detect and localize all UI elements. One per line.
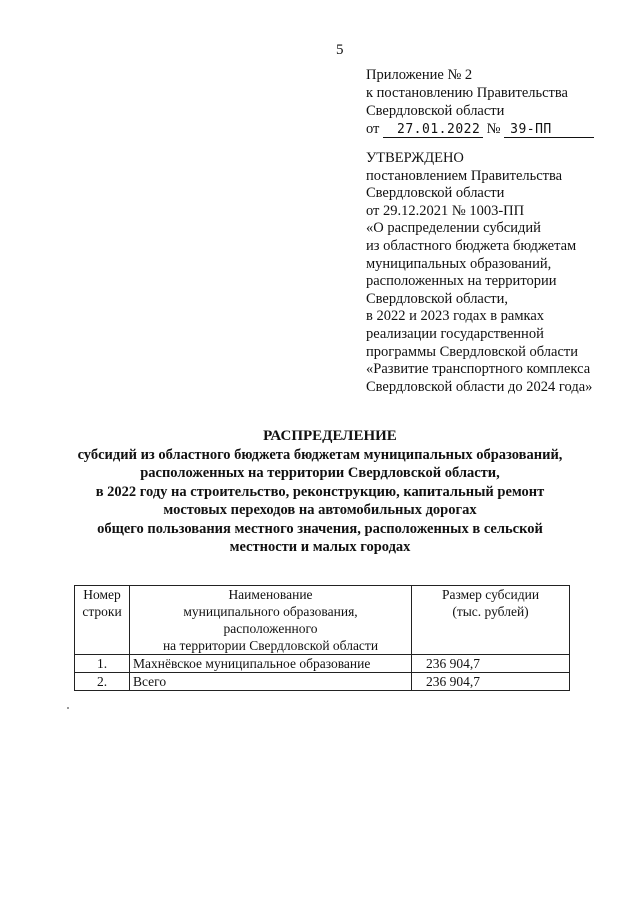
title-line: расположенных на территории Свердловской области,	[140, 465, 500, 481]
date-prefix: от	[366, 121, 380, 137]
title-heading: РАСПРЕДЕЛЕНИЕ	[263, 428, 397, 444]
page-number: 5	[336, 42, 344, 58]
number-prefix: №	[486, 121, 501, 137]
approved-line: «Развитие транспортного комплекса	[366, 361, 591, 378]
appendix-title: Приложение № 2	[366, 67, 473, 83]
title-line: общего пользования местного значения, расположенных в сельской	[97, 520, 543, 537]
appendix-date-line	[366, 120, 594, 138]
header-municipality: Наименование муниципального образования, расположенного на территории Свердловской области	[130, 586, 412, 655]
table-header-row	[75, 586, 570, 655]
resolution-date: 27.01.2022	[383, 122, 483, 138]
header-row-number: Номер строки	[75, 586, 130, 655]
municipality-name: Махнёвское муниципальное образование	[130, 655, 412, 673]
title-line: в 2022 году на строительство, реконструкцию, капитальный ремонт	[95, 483, 545, 500]
subsidy-amount: 236 904,7	[412, 673, 570, 691]
title-line: мостовых переходов на автомобильных дорогах	[163, 502, 477, 518]
approved-block	[366, 150, 592, 396]
municipality-name: Всего	[130, 673, 412, 691]
approved-line: Свердловской области	[366, 185, 505, 202]
approved-line: в 2022 и 2023 годах в рамках	[366, 308, 545, 325]
title-line: субсидий из областного бюджета бюджетам муниципальных образований,	[77, 446, 563, 463]
approved-line: муниципальных образований,	[366, 255, 552, 272]
scan-speck	[67, 707, 69, 709]
appendix-resolution: к постановлению Правительства	[366, 85, 568, 101]
approved-line: постановлением Правительства	[366, 167, 563, 184]
row-number: 1.	[75, 655, 130, 673]
subsidy-amount: 236 904,7	[412, 655, 570, 673]
approved-line: Свердловской области до 2024 года»	[366, 378, 593, 395]
subsidy-table	[74, 585, 570, 691]
approved-line: от 29.12.2021 № 1003-ПП	[366, 202, 525, 219]
approved-line: «О распределении субсидий	[366, 220, 541, 237]
table-row	[75, 655, 570, 673]
appendix-block	[366, 66, 594, 138]
resolution-number: 39-ПП	[504, 122, 594, 138]
row-number: 2.	[75, 673, 130, 691]
approved-line: расположенных на территории	[366, 273, 557, 290]
appendix-region: Свердловской области	[366, 103, 505, 119]
header-subsidy-amount: Размер субсидии (тыс. рублей)	[412, 586, 570, 655]
approved-line: программы Свердловской области	[366, 343, 579, 360]
approved-line: из областного бюджета бюджетам	[366, 237, 577, 254]
table-row	[75, 673, 570, 691]
document-title	[0, 427, 640, 557]
approved-line: Свердловской области,	[366, 290, 509, 307]
title-line: местности и малых городах	[229, 539, 411, 555]
approved-line: УТВЕРЖДЕНО	[366, 150, 464, 166]
approved-line: реализации государственной	[366, 325, 544, 342]
